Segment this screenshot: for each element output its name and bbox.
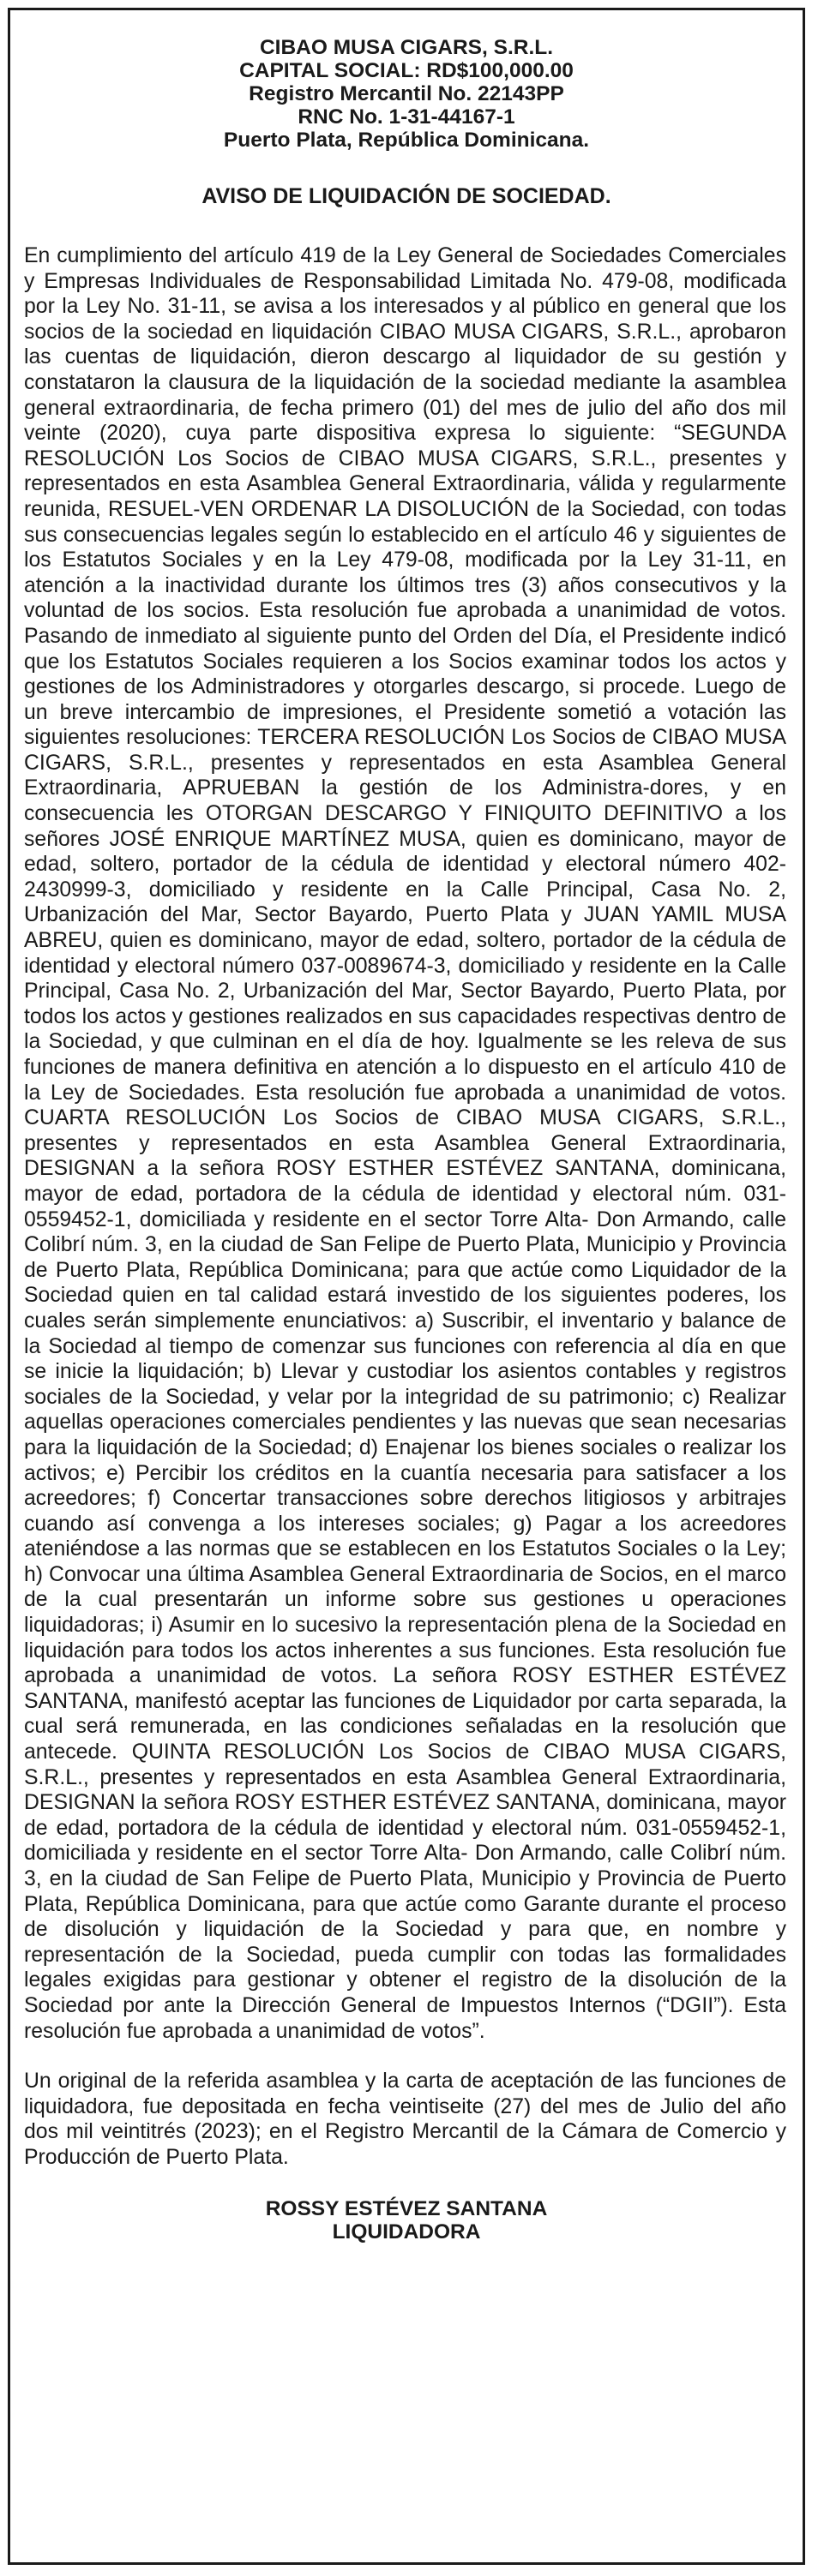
signature-block xyxy=(10,2197,803,2244)
signature-role: LIQUIDADORA xyxy=(332,2220,481,2244)
company-registry: Registro Mercantil No. 22143PP xyxy=(249,82,564,105)
legal-notice xyxy=(8,8,805,2565)
body-paragraph-1: En cumplimiento del artículo 419 de la Ley General de Sociedades Comerciales y Empresas Individuales de Responsabilidad Limitada No. 479-08, modificada por la Ley No. 31-11, se avisa a los interesados y al público en general que los socios de la sociedad en liquidación CIBAO MUSA CIGARS, S.R.L., aprobaron las cuentas de liquidación, dieron descargo al liquidador de su gestión y constataron la clausura de la liquidación de la sociedad mediante la asamblea general extraordinaria, de fecha primero (01) del mes de julio del año dos mil veinte (2020), cuya parte dispositiva expresa lo siguiente: “SEGUNDA RESOLUCIÓN Los Socios de CIBAO MUSA CIGARS, S.R.L., presentes y representados en esta Asamblea General Extraordinaria, válida y regularmente reunida, RESUEL-VEN ORDENAR LA DISOLUCIÓN de la Sociedad, con todas sus consecuencias legales según lo establecido en el artículo 46 y siguientes de los Estatutos Sociales y en la Ley 479-08, modificada por la Ley 31-11, en atención a la inactividad durante los últimos tres (3) años consecutivos y la voluntad de los socios. Esta resolución fue aprobada a unanimidad de votos. Pasando de inmediato al siguiente punto del Orden del Día, el Presidente indicó que los Estatutos Sociales requieren a los Socios examinar todos los actos y gestiones de los Administradores y otorgarles descargo, si procede. Luego de un breve intercambio de impresiones, el Presidente sometió a votación las siguientes resoluciones: TERCERA RESOLUCIÓN Los Socios de CIBAO MUSA CIGARS, S.R.L., presentes y representados en esta Asamblea General Extraordinaria, APRUEBAN la gestión de los Administra-dores, y en consecuencia les OTORGAN DESCARGO Y FINIQUITO DEFINITIVO a los señores JOSÉ ENRIQUE MARTÍNEZ MUSA, quien es dominicano, mayor de edad, soltero, portador de la cédula de identidad y electoral número 402-2430999-3, domiciliado y residente en la Calle Principal, Casa No. 2, Urbanización del Mar, Sector Bayardo, Puerto Plata y JUAN YAMIL MUSA ABREU, quien es dominicano, mayor de edad, soltero, portador de la cédula de identidad y electoral número 037-0089674-3, domiciliado y residente en la Calle Principal, Casa No. 2, Urbanización del Mar, Sector Bayardo, Puerto Plata, por todos los actos y gestiones realizados en sus capacidades respectivas dentro de la Sociedad, y que culminan en el día de hoy. Igualmente se les releva de sus funciones de manera definitiva en atención a lo dispuesto en el artículo 410 de la Ley de Sociedades. Esta resolución fue aprobada a unanimidad de votos. CUARTA RESOLUCIÓN Los Socios de CIBAO MUSA CIGARS, S.R.L., presentes y representados en esta Asamblea General Extraordinaria, DESIGNAN a la señora ROSY ESTHER ESTÉVEZ SANTANA, dominicana, mayor de edad, portadora de la cédula de identidad y electoral núm. 031-0559452-1, domiciliada y residente en el sector Torre Alta- Don Armando, calle Colibrí núm. 3, en la ciudad de San Felipe de Puerto Plata, Municipio y Provincia de Puerto Plata, República Dominicana; para que actúe como Liquidador de la Sociedad quien en tal calidad estará investido de los siguientes poderes, los cuales serán simplemente enunciativos: a) Suscribir, el inventario y balance de la Sociedad al tiempo de comenzar sus funciones con referencia al día en que se inicie la liquidación; b) Llevar y custodiar los asientos contables y registros sociales de la Sociedad, y velar por la integridad de su patrimonio; c) Realizar aquellas operaciones comerciales pendientes y las nuevas que sean necesarias para la liquidación de la Sociedad; d) Enajenar los bienes sociales o realizar los activos; e) Percibir los créditos en la cuantía necesaria para satisfacer a los acreedores; f) Concertar transacciones sobre derechos litigiosos y arbitrajes cuando así convenga a los intereses sociales; g) Pagar a los acreedores ateniéndose a las normas que se establecen en los Estatutos Sociales o la Ley; h) Convocar una última Asamblea General Extraordinaria de Socios, en el marco de la cual presentarán un informe sobre sus gestiones u operaciones liquidadoras; i) Asumir en lo sucesivo la representación plena de la Sociedad en liquidación para todos los actos inherentes a sus funciones. Esta resolución fue aprobada a unanimidad de votos. La señora ROSY ESTHER ESTÉVEZ SANTANA, manifestó aceptar las funciones de Liquidador por carta separada, la cual será remunerada, en las condiciones señaladas en la resolución que antecede. QUINTA RESOLUCIÓN Los Socios de CIBAO MUSA CIGARS, S.R.L., presentes y representados en esta Asamblea General Extraordinaria, DESIGNAN la señora ROSY ESTHER ESTÉVEZ SANTANA, dominicana, mayor de edad, portadora de la cédula de identidad y electoral núm. 031-0559452-1, domiciliada y residente en el sector Torre Alta- Don Armando, calle Colibrí núm. 3, en la ciudad de San Felipe de Puerto Plata, Municipio y Provincia de Puerto Plata, República Dominicana, para que actúe como Garante durante el proceso de disolución y liquidación de la Sociedad y para que, en nombre y representación de la Sociedad, pueda cumplir con todas las formalidades legales exigidas para gestionar y obtener el registro de la disolución de la Sociedad por ante la Dirección General de Impuestos Internos (“DGII”). Esta resolución fue aprobada a unanimidad de votos”. xyxy=(24,244,786,2043)
notice-body xyxy=(24,243,786,2171)
notice-title: AVISO DE LIQUIDACIÓN DE SOCIEDAD. xyxy=(201,184,611,208)
company-name: CIBAO MUSA CIGARS, S.R.L. xyxy=(259,36,554,59)
company-location: Puerto Plata, República Dominicana. xyxy=(223,129,590,152)
body-paragraph-2: Un original de la referida asamblea y la carta de aceptación de las funciones de liquidadora, fue depositada en fecha veintiseite (27) del mes de Julio del año dos mil veintitrés (2023); en el Registro Mercantil de la Cámara de Comercio y Producción de Puerto Plata. xyxy=(24,2070,786,2169)
company-capital: CAPITAL SOCIAL: RD$100,000.00 xyxy=(239,59,574,82)
signature-name: ROSSY ESTÉVEZ SANTANA xyxy=(265,2196,548,2220)
company-header xyxy=(10,36,803,152)
company-rnc: RNC No. 1-31-44167-1 xyxy=(298,105,515,129)
